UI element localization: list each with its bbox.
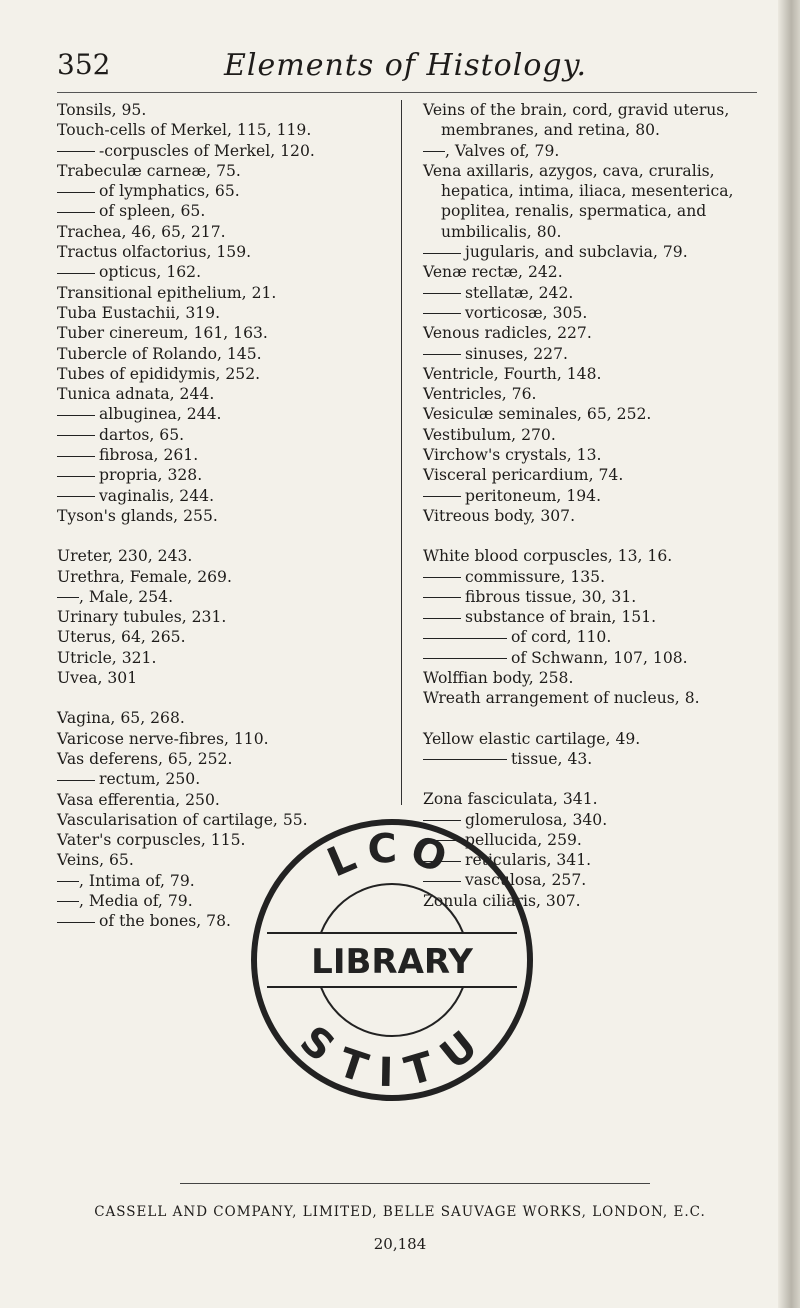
index-entry-text: jugularis, and subclavia, 79. <box>465 243 688 262</box>
index-entry-text: Veins, 65. <box>57 851 134 870</box>
index-entry-text: Tonsils, 95. <box>57 101 147 119</box>
index-entry-text: Vagina, 65, 268. <box>57 709 185 728</box>
index-entry <box>57 790 387 810</box>
index-entry <box>423 729 763 749</box>
index-entry-text: Transitional epithelium, 21. <box>57 283 277 302</box>
index-entry-text: Vascularisation of cartilage, 55. <box>57 810 308 829</box>
ditto-dash <box>57 212 95 213</box>
index-entry-text: stellatæ, 242. <box>465 283 574 302</box>
printer-imprint: CASSELL AND COMPANY, LIMITED, BELLE SAUVAGE WORKS, LONDON, E.C. <box>94 1204 706 1220</box>
index-entry <box>57 587 387 607</box>
index-entry <box>423 445 763 465</box>
index-entry <box>423 283 763 303</box>
index-entry-text: Vestibulum, 270. <box>423 425 556 444</box>
stamp-bottom-text: STITU <box>291 1017 493 1097</box>
index-column-left <box>57 100 387 932</box>
index-entry <box>423 384 763 404</box>
index-entry <box>423 465 763 485</box>
ditto-dash <box>57 496 95 497</box>
index-entry-text: Trachea, 46, 65, 217. <box>57 222 226 241</box>
index-entry-text: Wolffian body, 258. <box>423 669 574 688</box>
index-entry-text: Zona fasciculata, 341. <box>423 790 598 809</box>
index-entry <box>57 100 387 120</box>
index-entry-text: Vena axillaris, azygos, cava, cruralis, hepatica, intima, iliaca, mesenterica, poplitea, renalis, spermatica, and umbilicalis, 80. <box>423 161 739 241</box>
index-entry-text: commissure, 135. <box>465 567 606 586</box>
ditto-dash <box>423 253 461 254</box>
index-entry-text: Trabeculæ carneæ, 75. <box>57 161 241 180</box>
index-entry <box>423 627 763 647</box>
index-entry-text: Ventricle, Fourth, 148. <box>423 364 602 383</box>
index-entry <box>57 708 387 728</box>
section-gap <box>423 709 763 729</box>
index-entry <box>423 262 763 282</box>
ditto-dash <box>57 901 79 902</box>
index-entry-text: fibrous tissue, 30, 31. <box>465 587 637 606</box>
index-entry <box>423 506 763 526</box>
index-entry <box>57 486 387 506</box>
library-stamp <box>247 815 537 1105</box>
index-entry <box>57 404 387 424</box>
index-entry <box>423 404 763 424</box>
ditto-dash <box>57 435 95 436</box>
index-entry <box>57 445 387 465</box>
ditto-dash <box>57 456 95 457</box>
ditto-dash <box>57 780 95 781</box>
ditto-dash <box>423 496 461 497</box>
index-entry-text: Tunica adnata, 244. <box>57 385 215 404</box>
index-entry-text: peritoneum, 194. <box>465 486 602 505</box>
index-entry <box>423 425 763 445</box>
index-entry <box>57 607 387 627</box>
index-entry-text: , Media of, 79. <box>79 891 193 910</box>
index-entry <box>423 648 763 668</box>
section-gap <box>57 526 387 546</box>
index-entry-text: Varicose nerve-fibres, 110. <box>57 729 269 748</box>
running-head: Elements of Histology. <box>224 48 588 83</box>
index-entry <box>57 465 387 485</box>
index-entry <box>57 283 387 303</box>
index-entry <box>423 344 763 364</box>
index-entry-text: Veins of the brain, cord, gravid uterus, membranes, and retina, 80. <box>423 101 735 140</box>
index-entry-text: of the bones, 78. <box>99 912 231 931</box>
section-gap <box>423 526 763 546</box>
index-entry-text: Vater's corpuscles, 115. <box>57 831 246 850</box>
index-entry <box>423 668 763 688</box>
index-entry-text: of lymphatics, 65. <box>99 182 240 201</box>
index-entry-text: glomerulosa, 340. <box>465 810 608 829</box>
index-entry <box>57 425 387 445</box>
index-entry-text: Tuba Eustachii, 319. <box>57 303 221 322</box>
index-entry <box>57 222 387 242</box>
ditto-dash <box>423 597 461 598</box>
index-entry-text: dartos, 65. <box>99 425 185 444</box>
index-entry-text: albuginea, 244. <box>99 405 222 424</box>
column-divider <box>401 100 402 805</box>
ditto-dash <box>423 151 445 152</box>
stamp-top-text: LCO <box>320 825 463 887</box>
index-entry <box>57 506 387 526</box>
index-entry <box>423 242 763 262</box>
ditto-dash <box>57 881 79 882</box>
stamp-center-text: LIBRARY <box>311 942 473 982</box>
ditto-dash <box>57 192 95 193</box>
index-entry-text: Venous radicles, 227. <box>423 324 592 343</box>
index-entry-text: Wreath arrangement of nucleus, 8. <box>423 689 700 708</box>
index-entry <box>423 364 763 384</box>
index-entry <box>57 262 387 282</box>
index-entry-text: of Schwann, 107, 108. <box>511 648 688 667</box>
index-entry <box>423 567 763 587</box>
index-entry-text: Tubes of epididymis, 252. <box>57 364 261 383</box>
index-entry-text: Vesiculæ seminales, 65, 252. <box>423 405 652 424</box>
index-entry <box>423 607 763 627</box>
index-entry-text: substance of brain, 151. <box>465 608 657 627</box>
ditto-dash <box>423 354 461 355</box>
index-entry <box>57 161 387 181</box>
page-edge-shadow <box>778 0 800 1308</box>
index-entry <box>57 384 387 404</box>
index-entry-text: Vitreous body, 307. <box>423 506 576 525</box>
index-column-right <box>423 100 763 911</box>
index-entry-text: Yellow elastic cartilage, 49. <box>423 729 641 748</box>
index-entry <box>57 181 387 201</box>
index-entry <box>57 201 387 221</box>
ditto-dash <box>423 658 507 659</box>
header-rule <box>57 92 757 93</box>
index-entry <box>423 141 763 161</box>
index-entry <box>57 323 387 343</box>
index-entry <box>57 120 387 140</box>
index-entry-text: vorticosæ, 305. <box>465 303 588 322</box>
index-entry <box>57 344 387 364</box>
index-entry <box>57 303 387 323</box>
ditto-dash <box>423 759 507 760</box>
index-entry <box>423 486 763 506</box>
index-entry-text: Ureter, 230, 243. <box>57 547 193 566</box>
index-entry-text: sinuses, 227. <box>465 344 568 363</box>
index-entry-text: Uvea, 301 <box>57 669 138 688</box>
index-entry-text: of spleen, 65. <box>99 202 206 221</box>
index-entry-text: -corpuscles of Merkel, 120. <box>99 141 315 160</box>
index-entry <box>423 789 763 809</box>
index-entry-text: Touch-cells of Merkel, 115, 119. <box>57 121 312 140</box>
index-entry-text: Zonula ciliaris, 307. <box>423 891 581 910</box>
index-entry-text: White blood corpuscles, 13, 16. <box>423 547 673 566</box>
index-entry-text: reticularis, 341. <box>465 851 592 870</box>
index-entry-text: pellucida, 259. <box>465 830 582 849</box>
index-entry <box>57 364 387 384</box>
index-entry <box>57 141 387 161</box>
index-entry-text: of cord, 110. <box>511 628 612 647</box>
index-entry <box>423 161 763 242</box>
index-entry-text: Tuber cinereum, 161, 163. <box>57 324 268 343</box>
ditto-dash <box>423 293 461 294</box>
index-entry-text: Venæ rectæ, 242. <box>423 263 563 282</box>
index-entry <box>423 100 763 141</box>
ditto-dash <box>57 415 95 416</box>
catalog-number: 20,184 <box>373 1235 427 1253</box>
index-entry <box>57 668 387 688</box>
index-entry <box>423 587 763 607</box>
index-entry-text: Virchow's crystals, 13. <box>423 446 602 465</box>
index-entry-text: Uterus, 64, 265. <box>57 628 186 647</box>
index-entry-text: Vas deferens, 65, 252. <box>57 749 233 768</box>
ditto-dash <box>57 273 95 274</box>
ditto-dash <box>423 313 461 314</box>
ditto-dash <box>57 151 95 152</box>
index-entry <box>57 729 387 749</box>
section-gap <box>57 688 387 708</box>
index-entry-text: rectum, 250. <box>99 770 201 789</box>
index-entry-text: Tubercle of Rolando, 145. <box>57 344 262 363</box>
index-entry <box>57 749 387 769</box>
index-entry-text: , Valves of, 79. <box>445 141 560 160</box>
index-entry <box>57 627 387 647</box>
index-entry-text: Vasa efferentia, 250. <box>57 790 220 809</box>
index-entry-text: vaginalis, 244. <box>99 486 215 505</box>
index-entry-text: tissue, 43. <box>511 749 593 768</box>
index-entry <box>57 769 387 789</box>
index-entry <box>57 546 387 566</box>
index-entry <box>57 567 387 587</box>
index-entry-text: fibrosa, 261. <box>99 446 199 465</box>
index-entry-text: Utricle, 321. <box>57 648 157 667</box>
index-entry <box>57 242 387 262</box>
section-gap <box>423 769 763 789</box>
footer-rule <box>180 1183 650 1184</box>
index-entry-text: , Male, 254. <box>79 587 174 606</box>
ditto-dash <box>57 597 79 598</box>
index-entry-text: opticus, 162. <box>99 263 202 282</box>
ditto-dash <box>423 577 461 578</box>
page-number: 352 <box>57 48 111 81</box>
index-entry-text: Visceral pericardium, 74. <box>423 466 624 485</box>
index-entry-text: , Intima of, 79. <box>79 871 195 890</box>
index-entry <box>423 546 763 566</box>
index-entry-text: propria, 328. <box>99 466 203 485</box>
index-entry-text: Tractus olfactorius, 159. <box>57 243 252 262</box>
index-entry <box>57 648 387 668</box>
index-entry <box>423 323 763 343</box>
index-entry-text: Ventricles, 76. <box>423 385 537 404</box>
index-entry <box>423 688 763 708</box>
index-entry <box>423 303 763 323</box>
index-entry-text: vasculosa, 257. <box>465 871 587 890</box>
index-entry-text: Urethra, Female, 269. <box>57 567 232 586</box>
ditto-dash <box>423 618 461 619</box>
index-entry-text: Tyson's glands, 255. <box>57 506 218 525</box>
ditto-dash <box>57 922 95 923</box>
ditto-dash <box>57 476 95 477</box>
index-entry <box>423 749 763 769</box>
index-entry-text: Urinary tubules, 231. <box>57 608 227 627</box>
ditto-dash <box>423 638 507 639</box>
